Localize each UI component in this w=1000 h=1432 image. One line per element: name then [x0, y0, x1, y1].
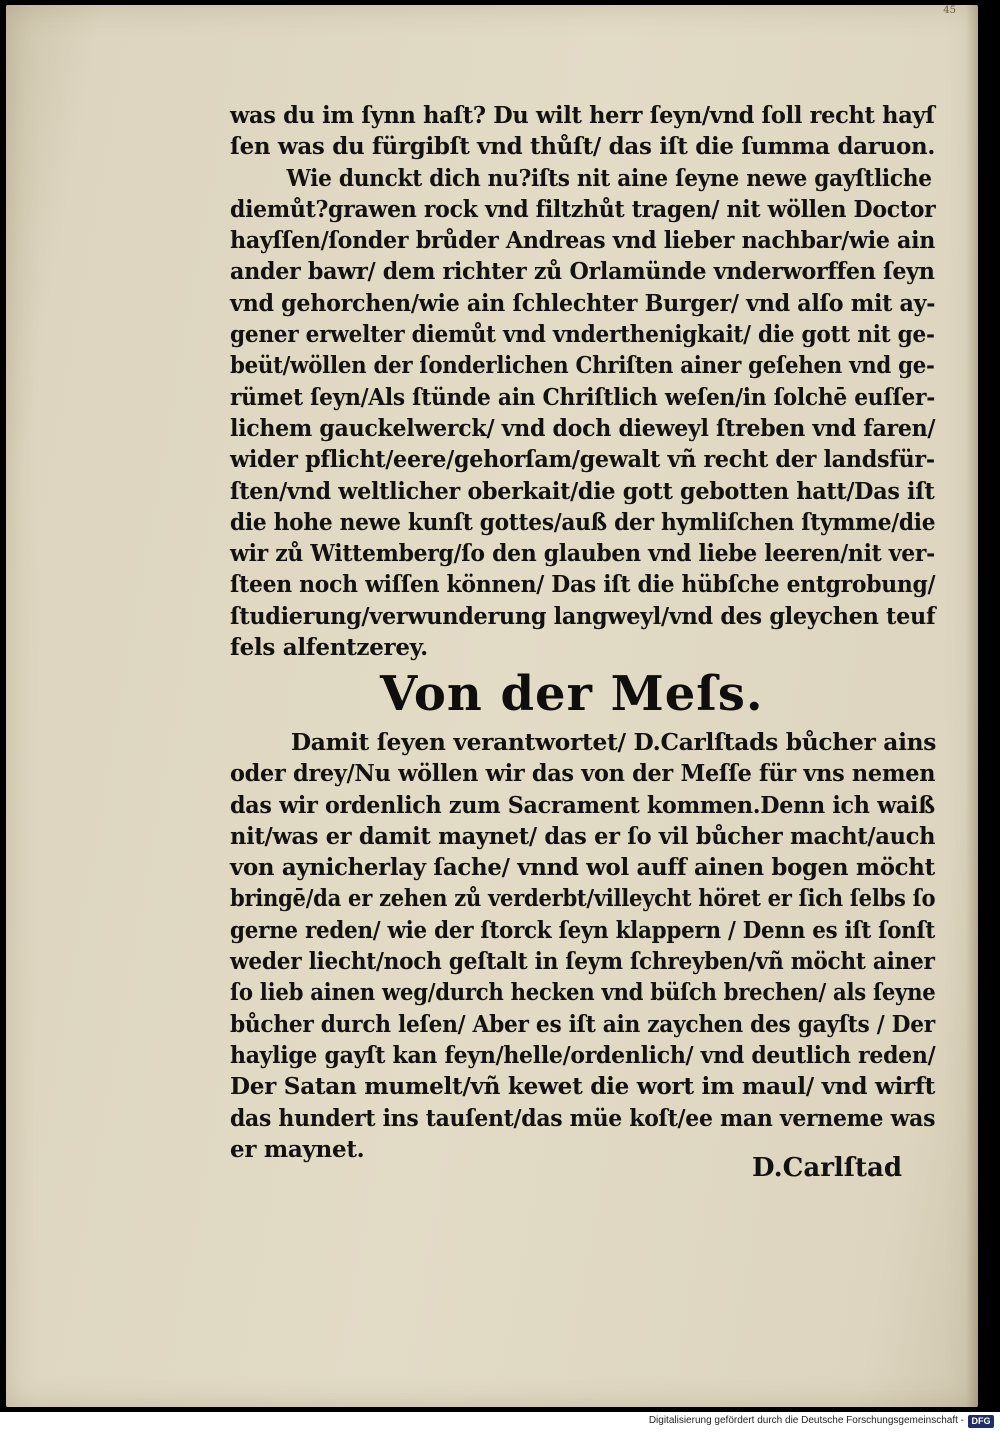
text-line: Der Satan mumelt/vñ kewet die wort im maul/ vnd wirft — [230, 1073, 935, 1101]
text-line: hayſſen/ſonder brůder Andreas vnd lieber nachbar/wie ain — [230, 227, 936, 255]
text-line: gener erwelter diemůt vnd vnderthenigkait/ die gott nit ge- — [230, 321, 935, 349]
text-line: haylige gayſt kan feyn/helle/ordenlich/ vnd deutlich reden/ — [230, 1041, 936, 1069]
text-line: bůcher durch leſen/ Aber es iſt ain zaychen des gayſts / Der — [230, 1010, 935, 1038]
text-line: von aynicherlay ſache/ vnnd wol auff ainen bogen möcht — [230, 854, 935, 882]
text-line: er maynet. — [230, 1135, 365, 1163]
text-line: fels alfentzerey. — [230, 634, 428, 662]
text-line: das hundert ins tauſent/das müe koſt/ee man verneme was — [230, 1104, 936, 1132]
text-line: wir zů Wittemberg/ſo den glauben vnd liebe leeren/nit ver- — [230, 540, 935, 568]
text-line: vnd gehorchen/wie ain ſchlechter Burger/ vnd alſo mit ay- — [230, 289, 936, 317]
text-line: ſo lieb ainen weg/durch hecken vnd büſch brechen/ als ſeyne — [230, 979, 936, 1007]
text-line: ſen was du fürgibſt vnd thůſt/ das iſt die ſumma daruon. — [230, 133, 936, 161]
text-line: was du im ſynn haſt? Du wilt herr ſeyn/vnd ſoll recht hayſ — [230, 102, 935, 129]
text-line: rümet ſeyn/Als ſtünde ain Chriſtlich weſen/in ſolchē euſſer- — [230, 383, 935, 411]
text-line: Damit ſeyen verantwortet/ D.Carlſtads bůcher ains — [290, 729, 937, 756]
text-line: die hohe newe kunſt gottes/auß der hymliſchen ſtymme/die — [230, 508, 936, 536]
text-line: Wie dunckt dich nu?iſts nit aine ſeyne newe gayſtliche — [286, 164, 932, 192]
text-line: weder liecht/noch geſtalt in ſeym ſchreyben/vñ möcht ainer — [230, 948, 935, 976]
paragraph-2 — [230, 727, 940, 1165]
text-line: ſten/vnd weltlicher oberkait/die gott gebotten hatt/Das iſt — [230, 477, 935, 505]
signature: D.Carlſtad — [752, 1153, 903, 1183]
text-line: ſteen noch wiſſen können/ Das iſt die hübſche entgrobung/ — [230, 571, 936, 599]
text-line: beüt/wöllen der ſonderlichen Chriſten ainer geſehen vnd ge- — [230, 352, 935, 380]
dfg-logo: DFG — [968, 1415, 994, 1428]
funding-credit: Digitalisierung gefördert durch die Deutsche Forschungsgemeinschaft - — [648, 1415, 964, 1426]
paragraph-1 — [230, 100, 940, 663]
text-line: nit/was er damit maynet/ das er ſo vil bůcher macht/auch — [230, 822, 936, 850]
text-line: wider pflicht/eere/gehorſam/gewalt vñ recht der landsfür- — [230, 446, 935, 474]
text-line: gerne reden/ wie der ſtorck ſeyn klappern / Denn es iſt ſonſt — [230, 916, 936, 944]
text-line: lichem gauckelwerck/ vnd doch dieweyl ſtreben vnd faren/ — [230, 414, 936, 442]
text-line: bringē/da er zehen zů verderbt/villeycht höret er ſich ſelbs ſo — [230, 885, 936, 913]
corner-mark: 45 — [943, 5, 956, 16]
footer-bar — [0, 1412, 1000, 1432]
text-line: oder drey/Nu wöllen wir das von der Meſſe für vns nemen — [230, 760, 936, 788]
text-line: das wir ordenlich zum Sacrament kommen.Denn ich waiß — [230, 791, 935, 819]
text-line: diemůt?grawen rock vnd filtzhůt tragen/ nit wöllen Doctor — [230, 195, 936, 223]
section-heading: Von der Meſs. — [380, 666, 764, 722]
text-line: ſtudierung/verwunderung langweyl/vnd des gleychen teuf — [230, 602, 936, 630]
text-line: ander bawr/ dem richter zů Orlamünde vnderworffen ſeyn — [230, 258, 935, 286]
